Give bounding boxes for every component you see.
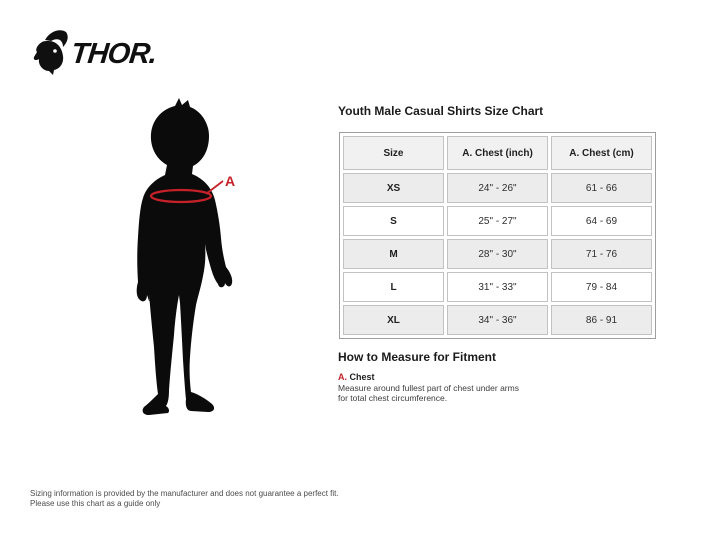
size-chart-title: Youth Male Casual Shirts Size Chart xyxy=(338,104,544,118)
brand-wordmark: THOR. xyxy=(69,38,158,70)
table-row xyxy=(343,305,652,335)
chest-cm-value: 71 - 76 xyxy=(551,239,652,269)
thor-goat-head-icon xyxy=(33,29,69,80)
chest-cm-value: 86 - 91 xyxy=(551,305,652,335)
table-row xyxy=(343,239,652,269)
chest-cm-value: 79 - 84 xyxy=(551,272,652,302)
chest-inch-value: 25" - 27" xyxy=(447,206,548,236)
chest-marker-label: A xyxy=(225,173,236,189)
column-header-inch: A. Chest (inch) xyxy=(447,136,548,170)
chest-inch-value: 34" - 36" xyxy=(447,305,548,335)
disclaimer-line-2: Please use this chart as a guide only xyxy=(30,498,161,508)
size-chart-table xyxy=(339,132,656,339)
size-label: XS xyxy=(343,173,444,203)
chest-cm-value: 61 - 66 xyxy=(551,173,652,203)
chest-cm-value: 64 - 69 xyxy=(551,206,652,236)
size-label: S xyxy=(343,206,444,236)
disclaimer-line-1: Sizing information is provided by the manufacturer and does not guarantee a perfect fit. xyxy=(30,489,339,498)
chest-inch-value: 24" - 26" xyxy=(447,173,548,203)
measure-key-letter: A. xyxy=(338,372,347,382)
column-header-cm: A. Chest (cm) xyxy=(551,136,652,170)
chest-inch-value: 31" - 33" xyxy=(447,272,548,302)
disclaimer-footer xyxy=(30,489,339,508)
size-label: XL xyxy=(343,305,444,335)
table-row xyxy=(343,173,652,203)
measurement-figure xyxy=(135,95,270,430)
measure-item-description: Measure around fullest part of chest under arms for total chest circumference. xyxy=(338,383,519,403)
measure-key-name: Chest xyxy=(349,372,375,382)
brand-logo xyxy=(33,29,156,80)
measure-item-key xyxy=(338,372,375,382)
chest-inch-value: 28" - 30" xyxy=(447,239,548,269)
column-header-size: Size xyxy=(343,136,444,170)
table-row xyxy=(343,206,652,236)
youth-boy-silhouette xyxy=(137,98,236,415)
size-label: L xyxy=(343,272,444,302)
table-row xyxy=(343,272,652,302)
howto-title: How to Measure for Fitment xyxy=(338,350,497,364)
table-header-row xyxy=(343,136,652,170)
size-label: M xyxy=(343,239,444,269)
